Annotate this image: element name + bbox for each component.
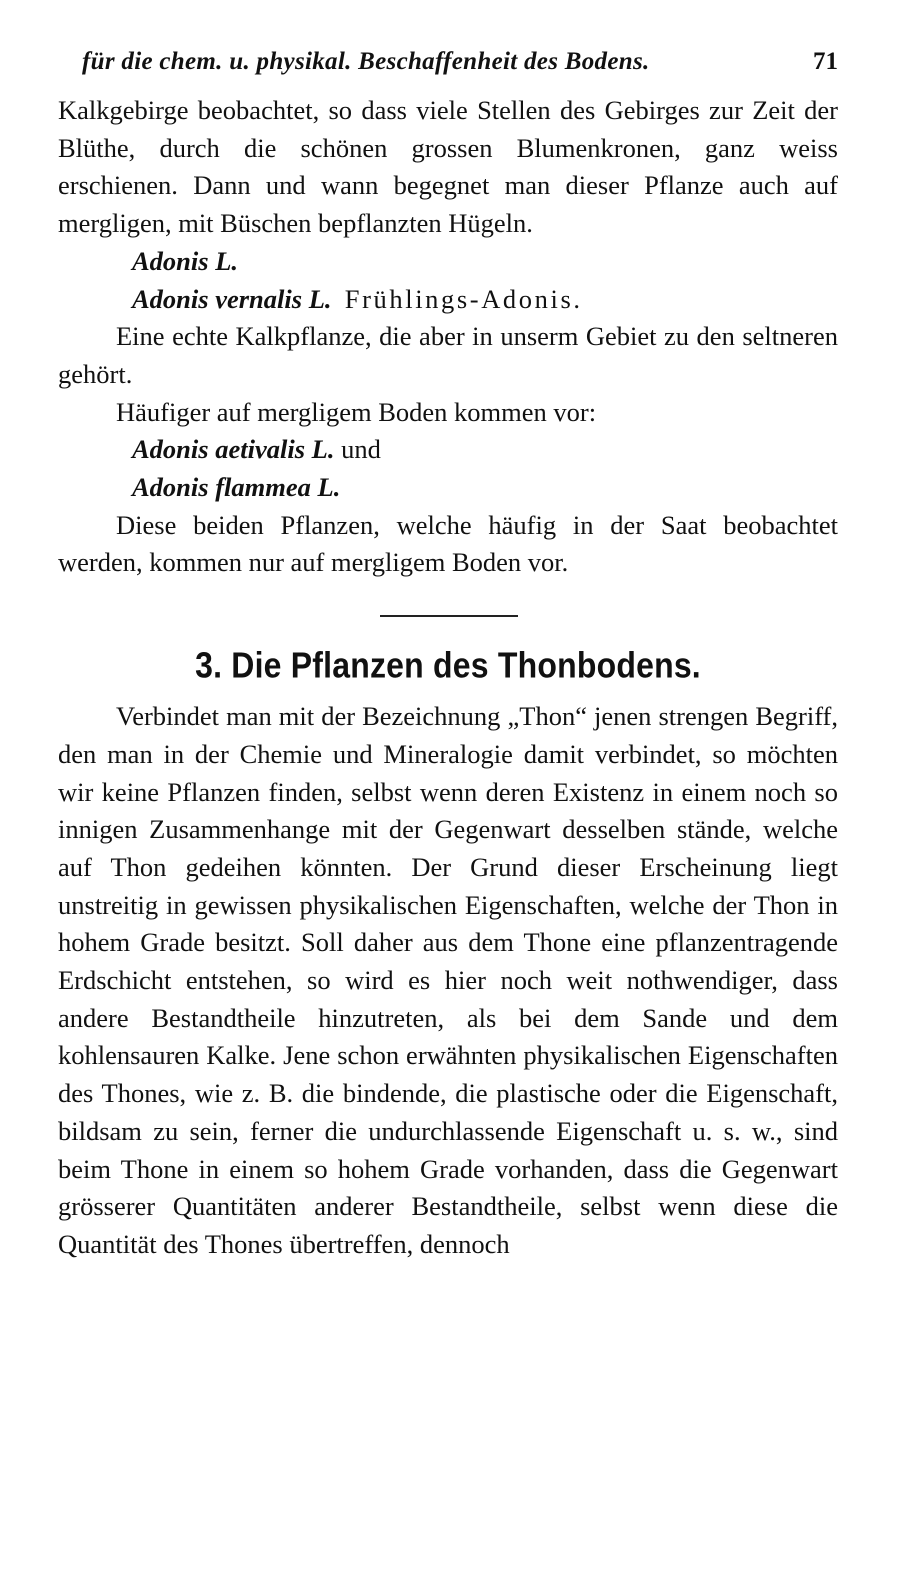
- section-body: [58, 698, 838, 1264]
- paragraph: Eine echte Kalkpflanze, die aber in unserm Gebiet zu den seltneren gehört.: [58, 321, 838, 389]
- species-entry-flammea: [58, 469, 838, 507]
- book-page: [58, 40, 838, 1264]
- species-name: Adonis aetivalis L.: [132, 434, 335, 465]
- section-divider: [380, 615, 518, 617]
- body-text: [58, 92, 838, 582]
- genus-name: Adonis L.: [132, 245, 239, 276]
- species-entry-vernalis: [58, 281, 838, 319]
- genus-heading: [58, 243, 838, 281]
- section-title: 3. Die Pflanzen des Thonbodens.: [195, 644, 701, 686]
- running-head: [58, 40, 838, 92]
- paragraph: Diese beiden Pflanzen, welche häufig in der Saat beobachtet werden, kommen nur auf mergligem Boden vor.: [58, 509, 838, 578]
- paragraph-continuation: Kalkgebirge beobachtet, so dass viele Stellen des Gebirges zur Zeit der Blüthe, durch die schönen grossen Blumenkronen, ganz weiss erschienen. Dann und wann begegnet man dieser Pflanze auch auf mergligen, mit Büschen bepflanzten Hügeln.: [58, 95, 838, 239]
- species-entry-aetivalis: [58, 431, 838, 469]
- conjunction: und: [341, 434, 381, 465]
- running-title: für die chem. u. physikal. Beschaffenheit des Bodens.: [82, 48, 650, 75]
- page-number: 71: [813, 48, 838, 75]
- paragraph: Verbindet man mit der Bezeichnung „Thon“ jenen strengen Begriff, den man in der Chemie und Mineralogie damit verbindet, so möchten wir keine Pflanzen finden, selbst wenn deren Existenz in einem noch so innigen Zusammenhange mit der Gegenwart desselben stände, welche auf Thon gedeihen könnten. Der Grund dieser Erscheinung liegt unstreitig in gewissen physikalischen Eigenschaften, welche der Thon in hohem Grade besitzt. Soll daher aus dem Thone eine pflanzentragende Erdschicht entstehen, so wird es hier noch weit nothwendiger, dass andere Bestandtheile hinzutreten, als bei dem Sande und dem kohlensauren Kalke. Jene schon erwähnten physikalischen Eigenschaften des Thones, wie z. B. die bindende, die plastische oder die Eigenschaft, bildsam zu sein, ferner die undurchlassende Eigenschaft u. s. w., sind beim Thone in einem so hohem Grade vorhanden, dass die Gegenwart grösserer Quantitäten anderer Bestandtheile, selbst wenn diese die Quantität des Thones übertreffen, dennoch: [58, 701, 838, 1259]
- species-name: Adonis vernalis L.: [132, 283, 332, 314]
- paragraph: Häufiger auf mergligem Boden kommen vor:: [116, 396, 597, 427]
- common-name: Frühlings-Adonis.: [344, 283, 583, 314]
- species-name: Adonis flammea L.: [132, 472, 341, 503]
